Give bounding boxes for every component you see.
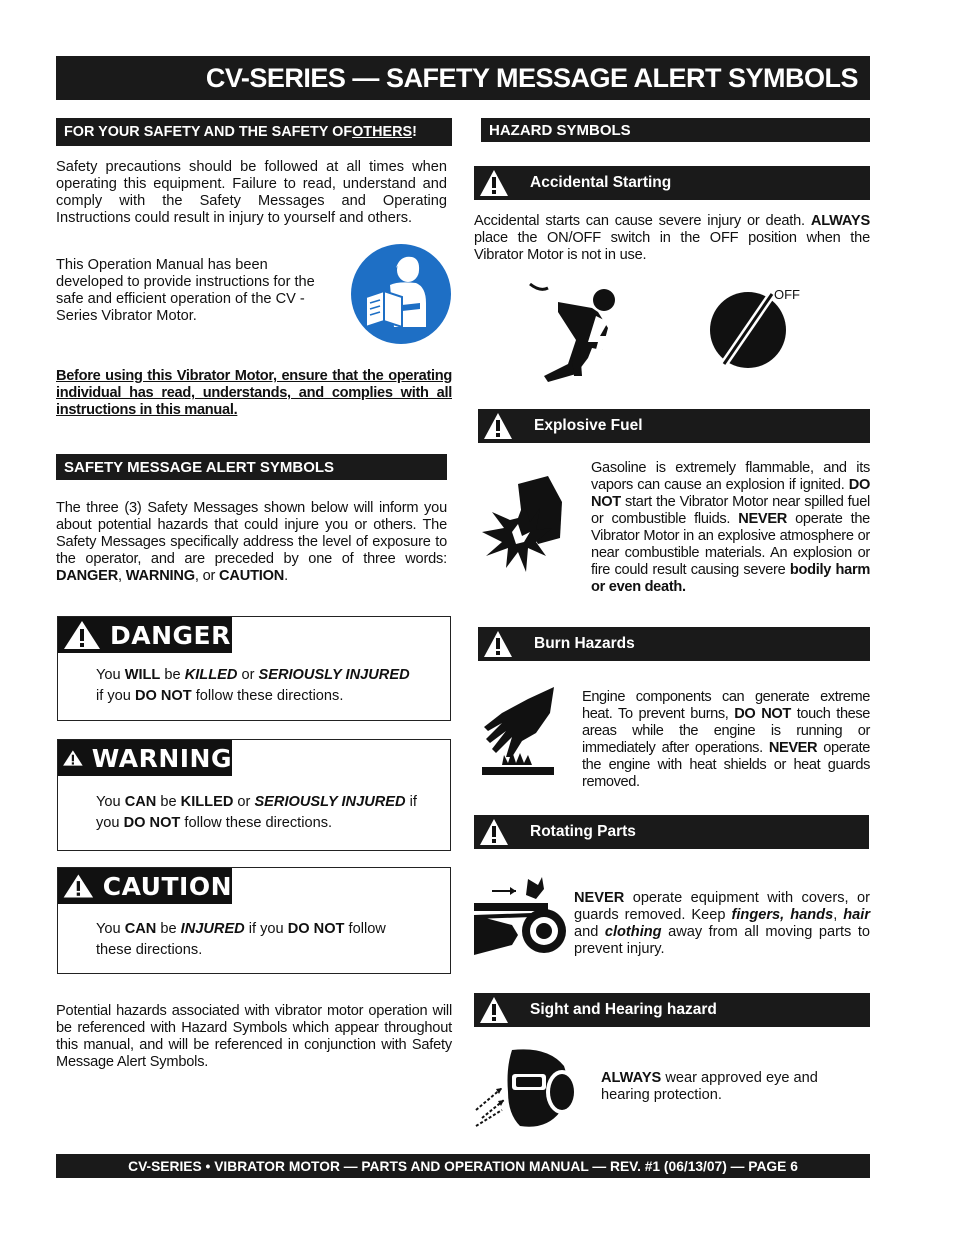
danger-box xyxy=(57,616,451,721)
alert-triangle-icon xyxy=(62,742,84,774)
safety-header-end: ! xyxy=(412,124,417,140)
rotating-text-part: away from all moving parts to prevent injury. xyxy=(574,924,870,957)
alert-section-header: SAFETY MESSAGE ALERT SYMBOLS xyxy=(56,454,447,480)
alert-triangle-icon xyxy=(483,630,513,658)
safety-header-text: FOR YOUR SAFETY AND THE SAFETY OF xyxy=(64,124,353,140)
sight-hearing-bar xyxy=(474,993,870,1027)
burn-text-part: NEVER xyxy=(768,740,818,756)
off-label: OFF xyxy=(774,287,800,302)
accidental-starting-bar xyxy=(474,166,870,200)
caution-box xyxy=(57,867,451,974)
danger-text-part: SERIOUSLY INJURED xyxy=(258,667,410,683)
caution-text-part: INJURED xyxy=(180,921,245,937)
warning-underlined-paragraph: Before using this Vibrator Motor, ensure that the operating individual has read, understands, and complies with all instructions in this manual. xyxy=(56,368,452,418)
burn-text-part: DO NOT xyxy=(734,706,791,722)
warning-text xyxy=(96,792,417,834)
burn-hand-icon xyxy=(478,683,558,779)
page-footer: CV-SERIES • VIBRATOR MOTOR — PARTS AND OPERATION MANUAL — REV. #1 (06/13/07) — PAGE 6 xyxy=(56,1154,870,1178)
hazard-section-header: HAZARD SYMBOLS xyxy=(481,118,870,142)
explosive-text-part: Gasoline is extremely flammable, and its vapors can cause an explosion if ignited. xyxy=(591,460,870,493)
caution-header xyxy=(58,868,232,904)
alert-word-danger: DANGER xyxy=(56,568,119,584)
burn-hazards-text xyxy=(582,689,870,791)
warning-text-part: You xyxy=(96,794,125,810)
rotating-text-part: hair xyxy=(843,907,871,923)
accidental-starting-label: Accidental Starting xyxy=(530,174,672,191)
sight-text-part: ALWAYS xyxy=(601,1070,662,1086)
explosive-text-part: start the Vibrator Motor near spilled fuel or combustible fluids. xyxy=(591,494,870,527)
danger-text-part: follow these directions. xyxy=(191,688,344,704)
closing-paragraph: Potential hazards associated with vibrator motor operation will be referenced with Hazard Symbols which appear throughout this manual, and will be referenced in conjunction with Safety Message Alert Symbols. xyxy=(56,1003,452,1070)
sight-hearing-text xyxy=(601,1070,870,1104)
tri-wrap xyxy=(474,993,514,1027)
burn-text-part: operate the engine with heat shields or heat guards removed. xyxy=(582,740,870,790)
alert-triangle-icon xyxy=(479,169,509,197)
alert-end: . xyxy=(284,568,288,584)
burn-text-part: Engine components can generate extreme heat. To prevent burns, xyxy=(582,689,870,722)
warning-text-part: you xyxy=(96,815,124,831)
rotating-parts-icon xyxy=(472,873,568,969)
danger-text-part: if you xyxy=(96,688,135,704)
caution-text-part: these directions. xyxy=(96,942,203,958)
warning-box xyxy=(57,739,451,851)
warning-text-part: or xyxy=(233,794,255,810)
warning-text-part: be xyxy=(156,794,181,810)
accidental-starting-text xyxy=(474,213,870,264)
caution-text xyxy=(96,919,386,961)
explosion-icon xyxy=(478,472,568,580)
caution-text-part: be xyxy=(156,921,181,937)
danger-text-part: or xyxy=(237,667,259,683)
eye-ear-protection-icon xyxy=(472,1048,590,1130)
rotating-parts-bar xyxy=(474,815,869,849)
danger-text xyxy=(96,665,410,707)
sight-hearing-label: Sight and Hearing hazard xyxy=(530,1001,717,1018)
safety-header-underlined: OTHERS xyxy=(352,124,413,140)
danger-word: DANGER xyxy=(110,620,231,650)
intro-paragraph: Safety precautions should be followed at all times when operating this equipment. Failure to read, understand and comply with the Safety Messages and Operating Instructions could result in injury to yourself and others. xyxy=(56,159,447,226)
burn-hazards-bar xyxy=(478,627,870,661)
page-title: CV-SERIES — SAFETY MESSAGE ALERT SYMBOLS xyxy=(56,56,870,100)
rotating-parts-label: Rotating Parts xyxy=(530,823,636,840)
tri-wrap xyxy=(478,409,518,443)
caution-text-part: CAN xyxy=(124,921,157,937)
caution-word: CAUTION xyxy=(102,871,232,901)
warning-text-part: if xyxy=(405,794,417,810)
danger-text-part: KILLED xyxy=(184,667,238,683)
alert-word-caution: CAUTION xyxy=(219,568,285,584)
alert-triangle-icon xyxy=(62,619,102,651)
alert-paragraph xyxy=(56,500,447,585)
rotating-text-part: and xyxy=(574,924,605,940)
alert-triangle-icon xyxy=(62,870,95,902)
tri-wrap xyxy=(474,815,514,849)
alert-triangle-icon xyxy=(483,412,513,440)
rotating-text-part: , xyxy=(833,907,844,923)
rotating-text-part: clothing xyxy=(604,924,662,940)
manual-paragraph: This Operation Manual has been developed to provide instructions for the safe and efficient operation of the CV - Series Vibrator Motor. xyxy=(56,257,315,324)
alert-sep: , or xyxy=(194,568,220,584)
danger-text-part: be xyxy=(160,667,185,683)
warning-text-part: KILLED xyxy=(180,794,234,810)
electric-shock-icon xyxy=(518,278,628,384)
burn-hazards-label: Burn Hazards xyxy=(534,635,635,652)
warning-header xyxy=(58,740,232,776)
tri-wrap xyxy=(474,166,514,200)
warning-text-part: follow these directions. xyxy=(180,815,333,831)
rotating-text-part: fingers, hands xyxy=(731,907,834,923)
accidental-text-part: place the ON/OFF switch in the OFF position when the Vibrator Motor is not in use. xyxy=(474,230,870,263)
danger-text-part: WILL xyxy=(124,667,161,683)
read-manual-icon xyxy=(350,243,452,345)
alert-sep: , xyxy=(118,568,126,584)
safety-section-header xyxy=(56,118,452,146)
burn-text-part: touch these areas while the engine is running or immediately after operations. xyxy=(582,706,870,756)
alert-word-warning: WARNING xyxy=(125,568,195,584)
explosive-fuel-text xyxy=(591,460,870,596)
danger-header xyxy=(58,617,232,653)
rotating-parts-text xyxy=(574,890,870,958)
accidental-text-part: ALWAYS xyxy=(810,213,870,229)
warning-text-part: CAN xyxy=(124,794,157,810)
explosive-fuel-label: Explosive Fuel xyxy=(534,417,643,434)
explosive-text-part: bodily harm or even death. xyxy=(591,562,870,595)
explosive-fuel-bar xyxy=(478,409,870,443)
caution-text-part: follow xyxy=(344,921,386,937)
explosive-text-part: operate the Vibrator Motor in an explosive atmosphere or near combustible materials. An explosion or fire could result causing severe xyxy=(591,511,870,578)
alert-triangle-icon xyxy=(479,996,509,1024)
rotating-text-part: operate equipment with covers, or guards removed. Keep xyxy=(574,890,870,923)
explosive-text-part: NEVER xyxy=(738,511,788,527)
danger-text-part: DO NOT xyxy=(134,688,192,704)
accidental-text-part: Accidental starts can cause severe injury or death. xyxy=(474,213,811,229)
warning-word: WARNING xyxy=(91,743,232,773)
sight-text-part: wear approved eye and hearing protection. xyxy=(601,1070,818,1103)
alert-paragraph-text: The three (3) Safety Messages shown below will inform you about potential hazards that could injure you or others. The Safety Messages specifically address the level of exposure to the operator, and are preceded by one of three words: xyxy=(56,500,447,567)
explosive-text-part: DO NOT xyxy=(591,477,870,510)
tri-wrap xyxy=(478,627,518,661)
danger-text-part: You xyxy=(96,667,125,683)
warning-text-part: DO NOT xyxy=(123,815,181,831)
caution-text-part: You xyxy=(96,921,125,937)
alert-triangle-icon xyxy=(479,818,509,846)
warning-text-part: SERIOUSLY INJURED xyxy=(254,794,406,810)
caution-text-part: if you xyxy=(244,921,288,937)
rotating-text-part: NEVER xyxy=(574,890,625,906)
caution-text-part: DO NOT xyxy=(287,921,345,937)
